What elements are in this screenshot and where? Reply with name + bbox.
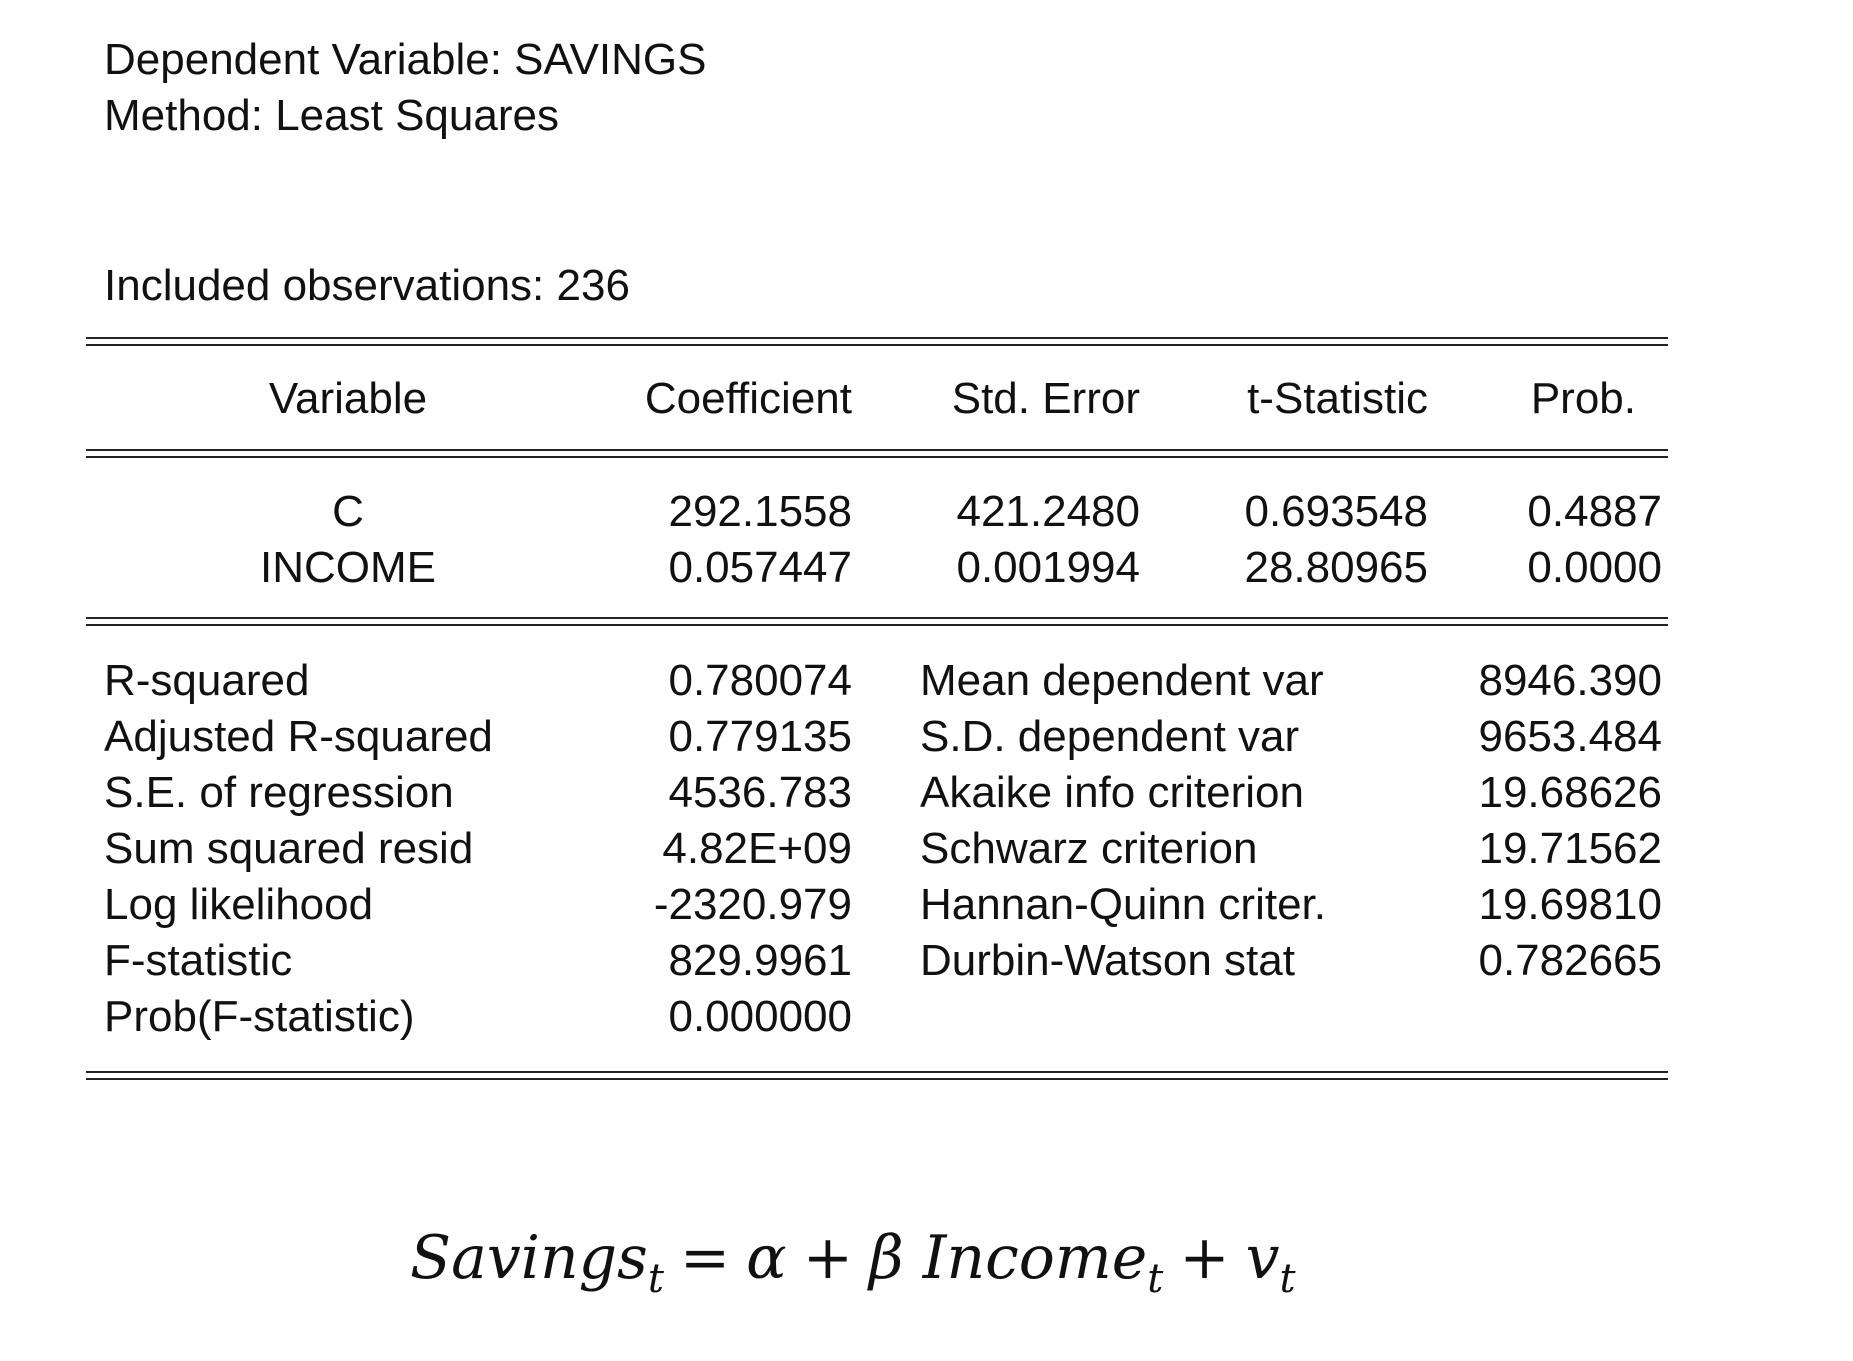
prob-value: 0.0000: [1527, 543, 1662, 592]
stat-label: Mean dependent var: [920, 656, 1324, 705]
coefficient-value: 292.1558: [668, 487, 852, 536]
std-error-value: 0.001994: [956, 543, 1140, 592]
t-statistic-value: 28.80965: [1244, 543, 1428, 592]
stat-label: Log likelihood: [104, 880, 374, 929]
variable-name: INCOME: [260, 543, 436, 592]
dependent-variable-label: Dependent Variable: SAVINGS: [104, 35, 707, 84]
std-error-value: 421.2480: [956, 487, 1140, 536]
stat-label: Durbin-Watson stat: [920, 936, 1295, 985]
stat-label: S.D. dependent var: [920, 712, 1300, 761]
stat-value: 4.82E+09: [662, 824, 852, 873]
equation-income: Income: [922, 1223, 1148, 1293]
column-header-std-error: Std. Error: [951, 374, 1140, 423]
column-header-prob: Prob.: [1530, 374, 1636, 423]
rule-bottom: [86, 1071, 1668, 1080]
equation-alpha: α: [746, 1223, 787, 1293]
coefficient-value: 0.057447: [668, 543, 852, 592]
stat-label: F-statistic: [104, 936, 293, 985]
stat-value: -2320.979: [653, 880, 852, 929]
column-header-coefficient: Coefficient: [644, 374, 852, 423]
equation-income-subscript: t: [1147, 1256, 1164, 1302]
equation-plus: +: [1179, 1223, 1230, 1293]
rule-under-coefficients: [86, 617, 1668, 626]
method-label: Method: Least Squares: [104, 91, 559, 140]
equation-plus: +: [802, 1223, 853, 1293]
variable-name: C: [332, 487, 364, 536]
equation-lhs: Savings: [410, 1223, 648, 1293]
included-observations-label: Included observations: 236: [104, 261, 630, 310]
stat-value: 0.780074: [668, 656, 852, 705]
column-header-t-statistic: t-Statistic: [1247, 374, 1428, 423]
stat-value: 0.000000: [668, 992, 852, 1041]
equation-lhs-subscript: t: [647, 1256, 664, 1302]
stat-label: R-squared: [104, 656, 310, 705]
equation-error-subscript: t: [1279, 1256, 1296, 1302]
column-header-variable: Variable: [268, 374, 428, 423]
equation-equals: =: [679, 1223, 731, 1293]
stat-label: Adjusted R-squared: [104, 712, 493, 761]
stat-value: 19.68626: [1478, 768, 1662, 817]
stat-label: Sum squared resid: [104, 824, 474, 873]
stat-label: Schwarz criterion: [920, 824, 1258, 873]
t-statistic-value: 0.693548: [1244, 487, 1428, 536]
stat-value: 4536.783: [668, 768, 852, 817]
equation-error: v: [1245, 1223, 1280, 1293]
stat-value: 9653.484: [1478, 712, 1662, 761]
regression-equation: [410, 1223, 1296, 1302]
stat-label: Prob(F-statistic): [104, 992, 415, 1041]
stat-value: 829.9961: [668, 936, 852, 985]
stat-label: Akaike info criterion: [920, 768, 1304, 817]
equation-beta: β: [868, 1223, 904, 1293]
stat-label: Hannan-Quinn criter.: [920, 880, 1326, 929]
stat-value: 0.779135: [668, 712, 852, 761]
prob-value: 0.4887: [1527, 487, 1662, 536]
stat-label: S.E. of regression: [104, 768, 454, 817]
stat-value: 8946.390: [1478, 656, 1662, 705]
rule-under-header: [86, 449, 1668, 458]
rule-top: [86, 337, 1668, 346]
stat-value: 19.71562: [1478, 824, 1662, 873]
stat-value: 0.782665: [1478, 936, 1662, 985]
stat-value: 19.69810: [1478, 880, 1662, 929]
